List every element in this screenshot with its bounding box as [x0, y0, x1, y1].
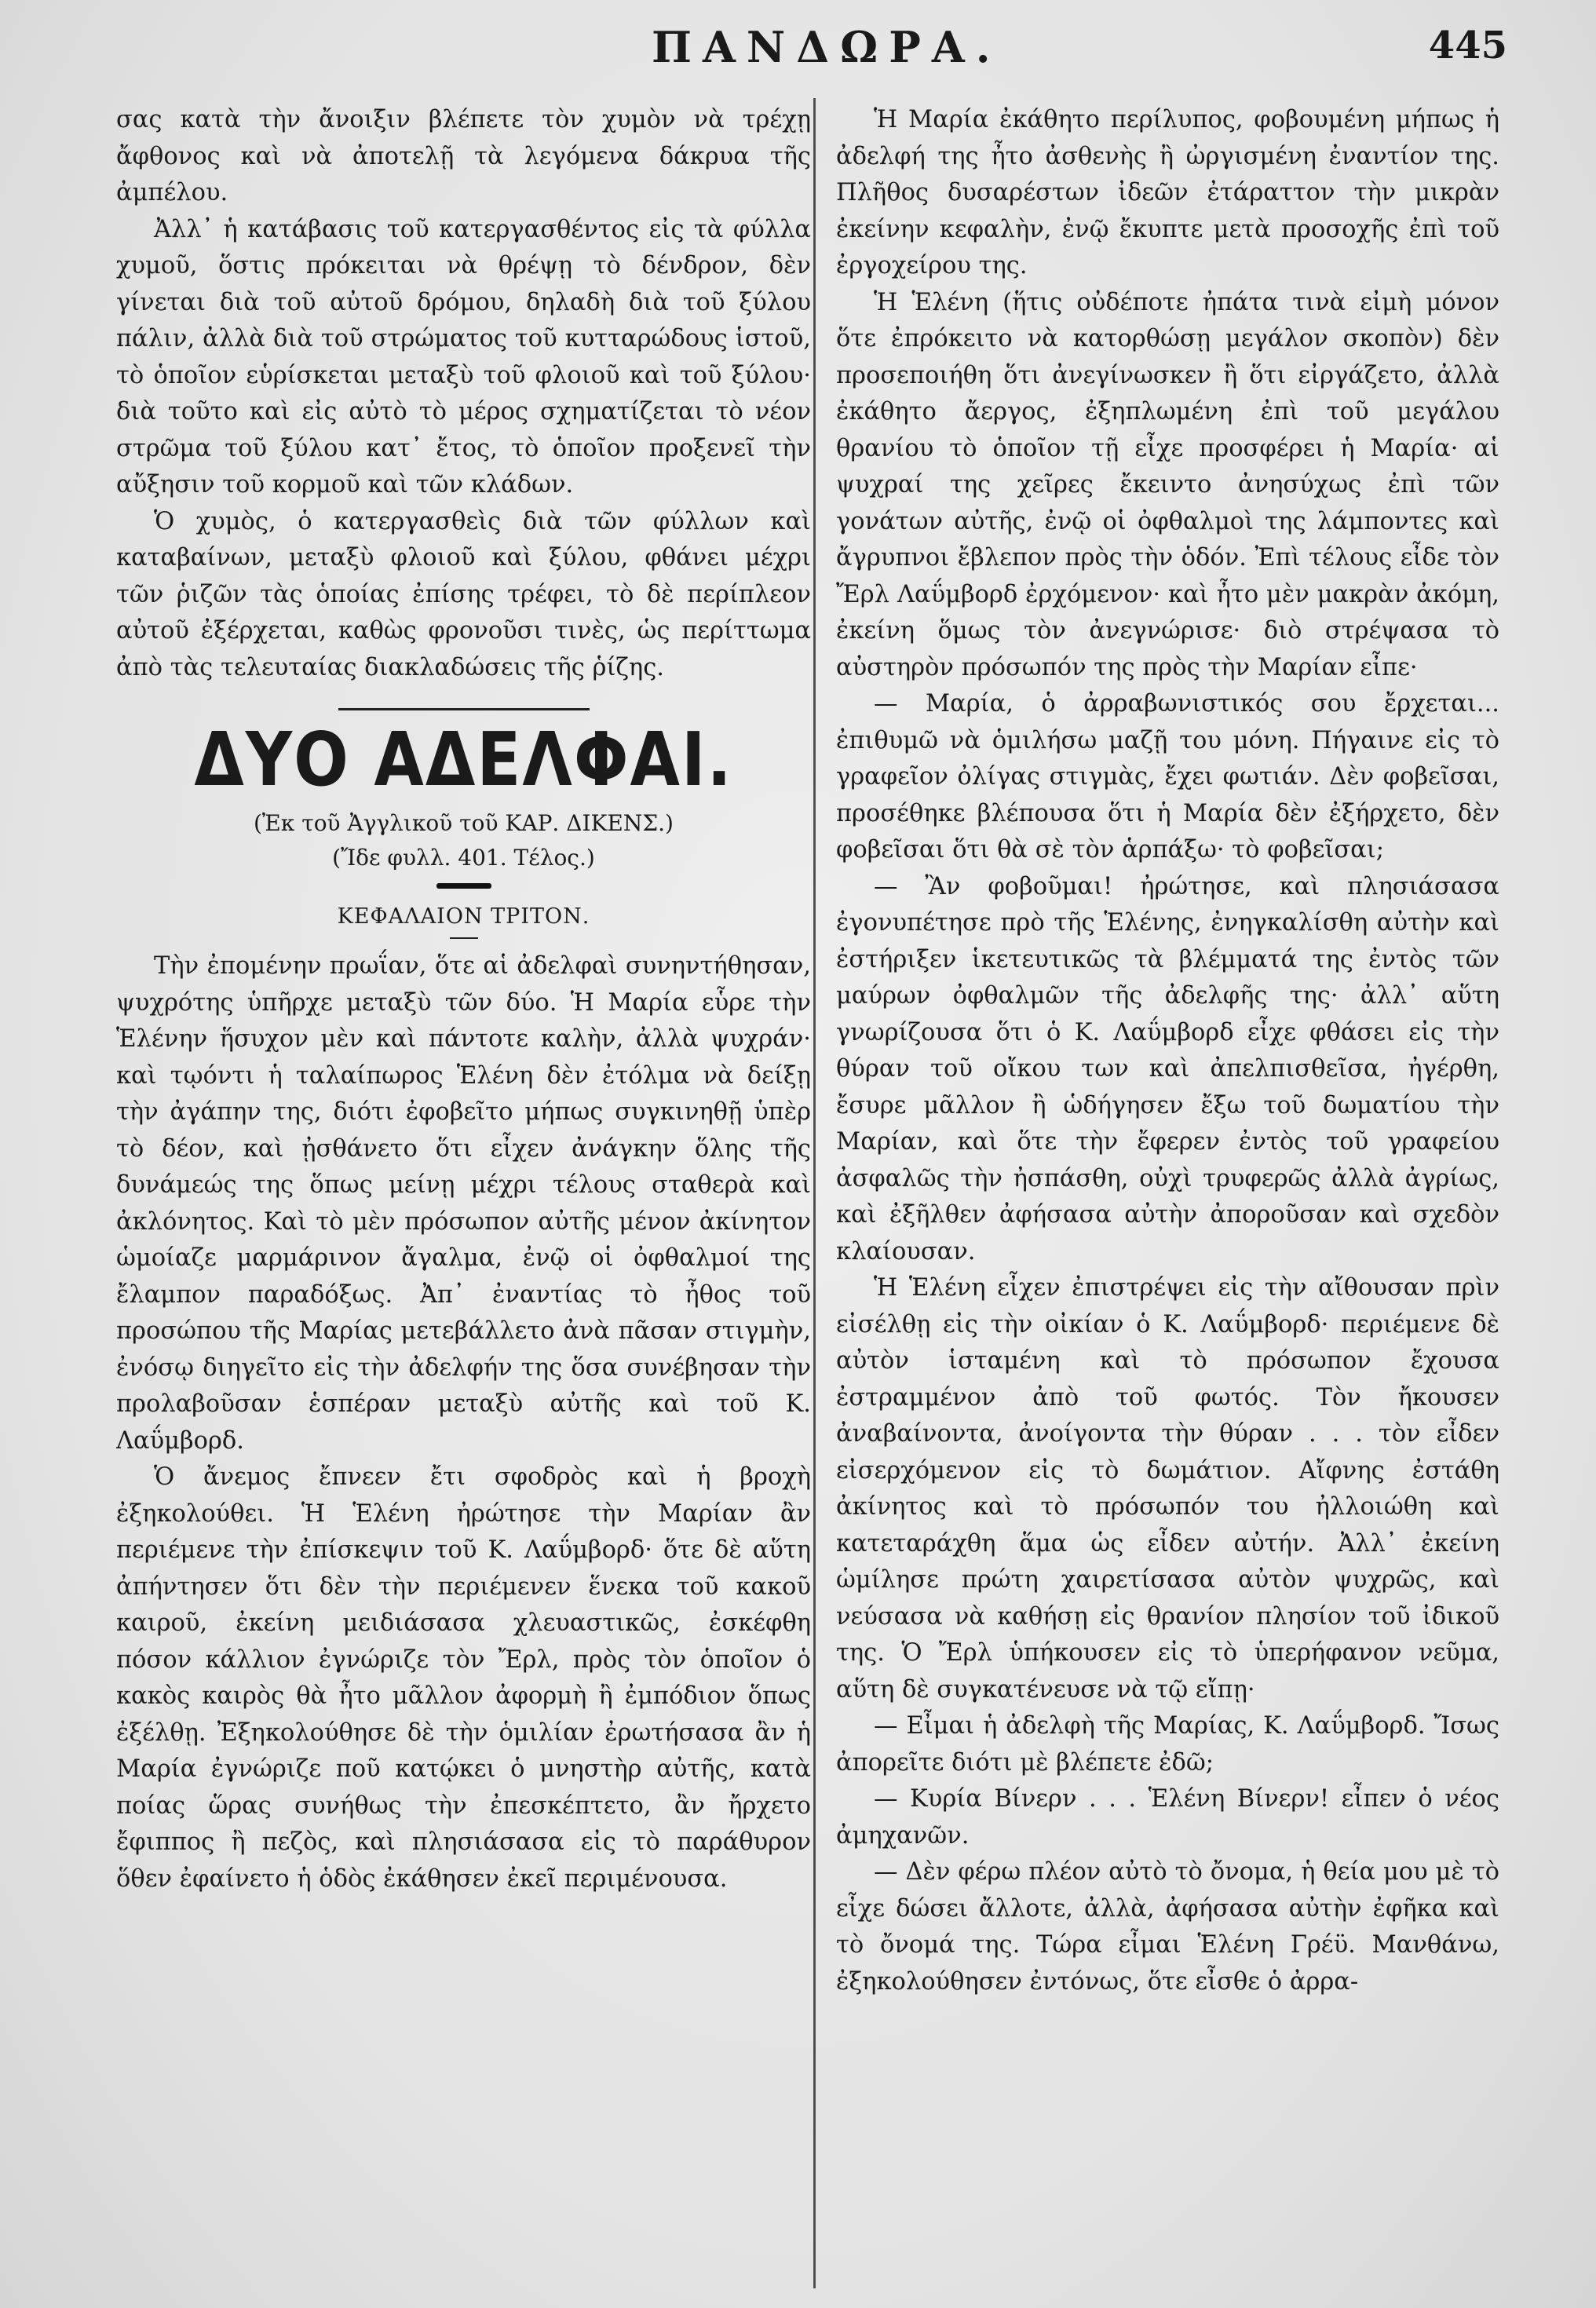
paragraph: Ὁ χυμὸς, ὁ κατεργασθεὶς διὰ τῶν φύλλων καὶ καταβαίνων, μεταξὺ φλοιοῦ καὶ ξύλου, φθάνει μέχρι τῶν ῥιζῶν τὰς ὁποίας ἐπίσης τρέφει, τὸ δὲ περίπλεον αὐτοῦ ἐξέρχεται, καθὼς φρονοῦσι τινὲς, ὡς περίττωμα ἀπὸ τὰς τελευταίας διακλαδώσεις τῆς ῥίζης. [116, 507, 811, 681]
paragraph: — Κυρία Βίνερν . . . Ἑλένη Βίνερν! εἶπεν ὁ νέος ἀμηχανῶν. [836, 1785, 1499, 1850]
section-rule [338, 708, 590, 710]
paragraph: — Ἂν φοβοῦμαι! ἠρώτησε, καὶ πλησιάσασα ἐγονυπέτησε πρὸ τῆς Ἑλένης, ἐνηγκαλίσθη αὐτὴν καὶ ἐστήριξεν ἱκετευτικῶς τὰ βλέμματά της ἐντὸς τῶν μαύρων ὀφθαλμῶν τῆς ἀδελφῆς της· ἀλλ᾿ αὕτη γνωρίζουσα ὅτι ὁ Κ. Λαΰμβορδ εἶχε φθάσει εἰς τὴν θύραν τοῦ οἴκου των καὶ ἀπελπισθεῖσα, ἠγέρθη, ἔσυρε μᾶλλον ἢ ὡδήγησεν ἔξω τοῦ δωματίου τὴν Μαρίαν, καὶ ὅτε τὴν ἔφερεν ἐντὸς τοῦ γραφείου ἀσφαλῶς τὴν ἠσπάσθη, οὐχὶ τρυφερῶς ἀλλὰ ἀγρίως, καὶ ἐξῆλθεν ἀφήσασα αὐτὴν ἀποροῦσαν καὶ σχεδὸν κλαίουσαν. [836, 872, 1499, 1265]
chapter-dash [450, 937, 478, 939]
chapter-heading: ΚΕΦΑΛΑΙΟΝ ΤΡΙΤΟΝ. [337, 904, 590, 929]
masthead: ΠΑΝΔΩΡΑ. [652, 22, 1002, 72]
article-note: (Ἴδε φυλλ. 401. Τέλος.) [332, 845, 595, 871]
paragraph: — Εἶμαι ἡ ἀδελφὴ τῆς Μαρίας, Κ. Λαΰμβορδ. Ἴσως ἀπορεῖτε διότι μὲ βλέπετε ἐδῶ; [836, 1712, 1499, 1777]
ornament-rule [436, 883, 491, 889]
right-column [836, 102, 1499, 2284]
paragraph: σας κατὰ τὴν ἄνοιξιν βλέπετε τὸν χυμὸν νὰ τρέχῃ ἄφθονος καὶ νὰ ἀποτελῇ τὰ λεγόμενα δάκρυα τῆς ἀμπέλου. [116, 106, 811, 206]
paragraph: Ἡ Μαρία ἐκάθητο περίλυπος, φοβουμένη μήπως ἡ ἀδελφή της ἦτο ἀσθενὴς ἢ ὠργισμένη ἐναντίον της. Πλῆθος δυσαρέστων ἰδεῶν ἐτάραττον τὴν μικρὰν ἐκείνην κεφαλὴν, ἐνῷ ἔκυπτε μετὰ προσοχῆς ἐπὶ τοῦ ἐργοχείρου της. [836, 106, 1499, 279]
paragraph: — Μαρία, ὁ ἀρραβωνιστικός σου ἔρχεται... ἐπιθυμῶ νὰ ὁμιλήσω μαζῇ του μόνη. Πήγαινε εἰς τὸ γραφεῖον ὀλίγας στιγμὰς, ἔχει φωτιάν. Δὲν φοβεῖσαι, προσέθηκε βλέπουσα ὅτι ἡ Μαρία δὲν ἐξήρχετο, δὲν φοβεῖσαι ὅτι θὰ σὲ τὸν ἁρπάξω· τὸ φοβεῖσαι; [836, 690, 1499, 864]
article-title: ΔΥΟ ΑΔΕΛΦΑΙ. [194, 717, 733, 804]
column-divider [813, 98, 816, 2288]
paragraph: Ἡ Ἑλένη εἶχεν ἐπιστρέψει εἰς τὴν αἴθουσαν πρὶν εἰσέλθῃ εἰς τὴν οἰκίαν ὁ Κ. Λαΰμβορδ· περιέμενε δὲ αὐτὸν ἱσταμένη καὶ τὸ πρόσωπον ἔχουσα ἐστραμμένον ἀπὸ τοῦ φωτός. Τὸν ἤκουσεν ἀναβαίνοντα, ἀνοίγοντα τὴν θύραν . . . τὸν εἶδεν εἰσερχόμενον εἰς τὸ δωμάτιον. Αἴφνης ἐστάθη ἀκίνητος καὶ τὸ πρόσωπόν του ἠλλοιώθη καὶ κατεταράχθη ἅμα ὡς εἶδεν αὐτήν. Ἀλλ᾿ ἐκείνη ὡμίλησε πρώτη χαιρετίσασα αὐτὸν ψυχρῶς, καὶ νεύσασα νὰ καθήσῃ εἰς θρανίον πλησίον τοῦ ἰδικοῦ της. Ὁ Ἔρλ ὑπήκουσεν εἰς τὸ ὑπερήφανον νεῦμα, αὕτη δὲ συγκατένευσε νὰ τῷ εἴπῃ· [836, 1274, 1499, 1704]
paragraph: Ἡ Ἑλένη (ἥτις οὐδέποτε ἠπάτα τινὰ εἰμὴ μόνον ὅτε ἐπρόκειτο νὰ κατορθώσῃ μεγάλον σκοπὸν) δὲν προσεποιήθη ὅτι ἀνεγίνωσκεν ἢ ὅτι εἰργάζετο, ἀλλὰ ἐκάθητο ἄεργος, ἐξηπλωμένη ἐπὶ τοῦ μεγάλου θρανίου τὸ ὁποῖον τῇ εἶχε προσφέρει ἡ Μαρία· αἱ ψυχραί της χεῖρες ἔκειντο ἀνησύχως ἐπὶ τῶν γονάτων αὐτῆς, ἐνῷ οἱ ὀφθαλμοὶ της λάμποντες καὶ ἄγρυπνοι ἔβλεπον πρὸς τὴν ὁδόν. Ἐπὶ τέλους εἶδε τὸν Ἔρλ Λαΰμβορδ ἐρχόμενον· καὶ ἦτο μὲν μακρὰν ἀκόμη, ἐκείνη ὅμως τὸν ἀνεγνώρισε· διὸ στρέψασα τὸ αὐστηρὸν πρόσωπόν της πρὸς τὴν Μαρίαν εἶπε· [836, 288, 1499, 681]
page-number: 445 [1428, 24, 1507, 68]
left-column [116, 102, 811, 2284]
page-header [0, 22, 1596, 77]
paragraph: Ὁ ἄνεμος ἔπνεεν ἔτι σφοδρὸς καὶ ἡ βροχὴ ἐξηκολούθει. Ἡ Ἑλένη ἠρώτησε τὴν Μαρίαν ἂν περιέμενε τὴν ἐπίσκεψιν τοῦ Κ. Λαΰμβορδ· ὅτε δὲ αὕτη ἀπήντησεν ὅτι δὲν τὴν περιέμενεν ἕνεκα τοῦ κακοῦ καιροῦ, ἐκείνη μειδιάσασα χλευαστικῶς, ἐσκέφθη πόσον κάλλιον ἐγνώριζε τὸν Ἔρλ, πρὸς τὸν ὁποῖον ὁ κακὸς καιρὸς θὰ ἦτο μᾶλλον ἀφορμὴ ἢ ἐμπόδιον ὅπως ἐξέλθῃ. Ἐξηκολούθησε δὲ τὴν ὁμιλίαν ἐρωτήσασα ἂν ἡ Μαρία ἐγνώριζε ποῦ κατῴκει ὁ μνηστὴρ αὐτῆς, κατὰ ποίας ὥρας συνήθως τὴν ἐπεσκέπτετο, ἂν ἤρχετο ἔφιππος ἢ πεζὸς, καὶ πλησιάσασα εἰς τὸ παράθυρον ὅθεν ἐφαίνετο ἡ ὁδὸς ἐκάθησεν ἐκεῖ περιμένουσα. [116, 1463, 811, 1893]
paragraph: Τὴν ἐπομένην πρωΐαν, ὅτε αἱ ἀδελφαὶ συνηντήθησαν, ψυχρότης ὑπῆρχε μεταξὺ τῶν δύο. Ἡ Μαρία εὗρε τὴν Ἑλένην ἥσυχον μὲν καὶ πάντοτε καλὴν, ἀλλὰ ψυχράν· καὶ τῳόντι ἡ ταλαίπωρος Ἑλένη δὲν ἐτόλμα νὰ δείξῃ τὴν ἀγάπην της, διότι ἐφοβεῖτο μήπως συγκινηθῇ ὑπὲρ τὸ δέον, καὶ ᾐσθάνετο ὅτι εἶχεν ἀνάγκην ὅλης τῆς δυνάμεώς της ὅπως μείνῃ μέχρι τέλους σταθερὰ καὶ ἀκλόνητος. Καὶ τὸ μὲν πρόσωπον αὐτῆς μένον ἀκίνητον ὡμοίαζε μαρμάρινον ἄγαλμα, ἐνῷ οἱ ὀφθαλμοί της ἔλαμπον παραδόξως. Ἀπ᾿ ἐναντίας τὸ ἦθος τοῦ προσώπου τῆς Μαρίας μετεβάλλετο ἀνὰ πᾶσαν στιγμὴν, ἐνόσῳ διηγεῖτο εἰς τὴν ἀδελφήν της ὅσα συνέβησαν τὴν προλαβοῦσαν ἑσπέραν μεταξὺ αὐτῆς καὶ τοῦ Κ. Λαΰμβορδ. [116, 952, 811, 1455]
paragraph: Ἀλλ᾿ ἡ κατάβασις τοῦ κατεργασθέντος εἰς τὰ φύλλα χυμοῦ, ὅστις πρόκειται νὰ θρέψῃ τὸ δένδρον, δὲν γίνεται διὰ τοῦ αὐτοῦ δρόμου, δηλαδὴ διὰ τοῦ ξύλου πάλιν, ἀλλὰ διὰ τοῦ στρώματος τοῦ κυτταρώδους ἱστοῦ, τὸ ὁποῖον εὑρίσκεται μεταξὺ τοῦ φλοιοῦ καὶ τοῦ ξύλου· διὰ τοῦτο καὶ εἰς αὐτὸ τὸ μέρος σχηματίζεται τὸ νέον στρῶμα τοῦ ξύλου κατ᾿ ἔτος, τὸ ὁποῖον προξενεῖ τὴν αὔξησιν τοῦ κορμοῦ καὶ τῶν κλάδων. [116, 215, 811, 498]
paragraph: — Δὲν φέρω πλέον αὐτὸ τὸ ὄνομα, ἡ θεία μου μὲ τὸ εἶχε δώσει ἄλλοτε, ἀλλὰ, ἀφήσασα αὐτὴν ἐφῆκα καὶ τὸ ὄνομά της. Τώρα εἶμαι Ἑλένη Γρέϋ. Μανθάνω, ἐξηκολούθησεν ἐντόνως, ὅτε εἶσθε ὁ ἀρρα- [836, 1858, 1499, 1996]
article-source: (Ἐκ τοῦ Ἀγγλικοῦ τοῦ ΚΑΡ. ΔΙΚΕΝΣ.) [254, 810, 674, 836]
